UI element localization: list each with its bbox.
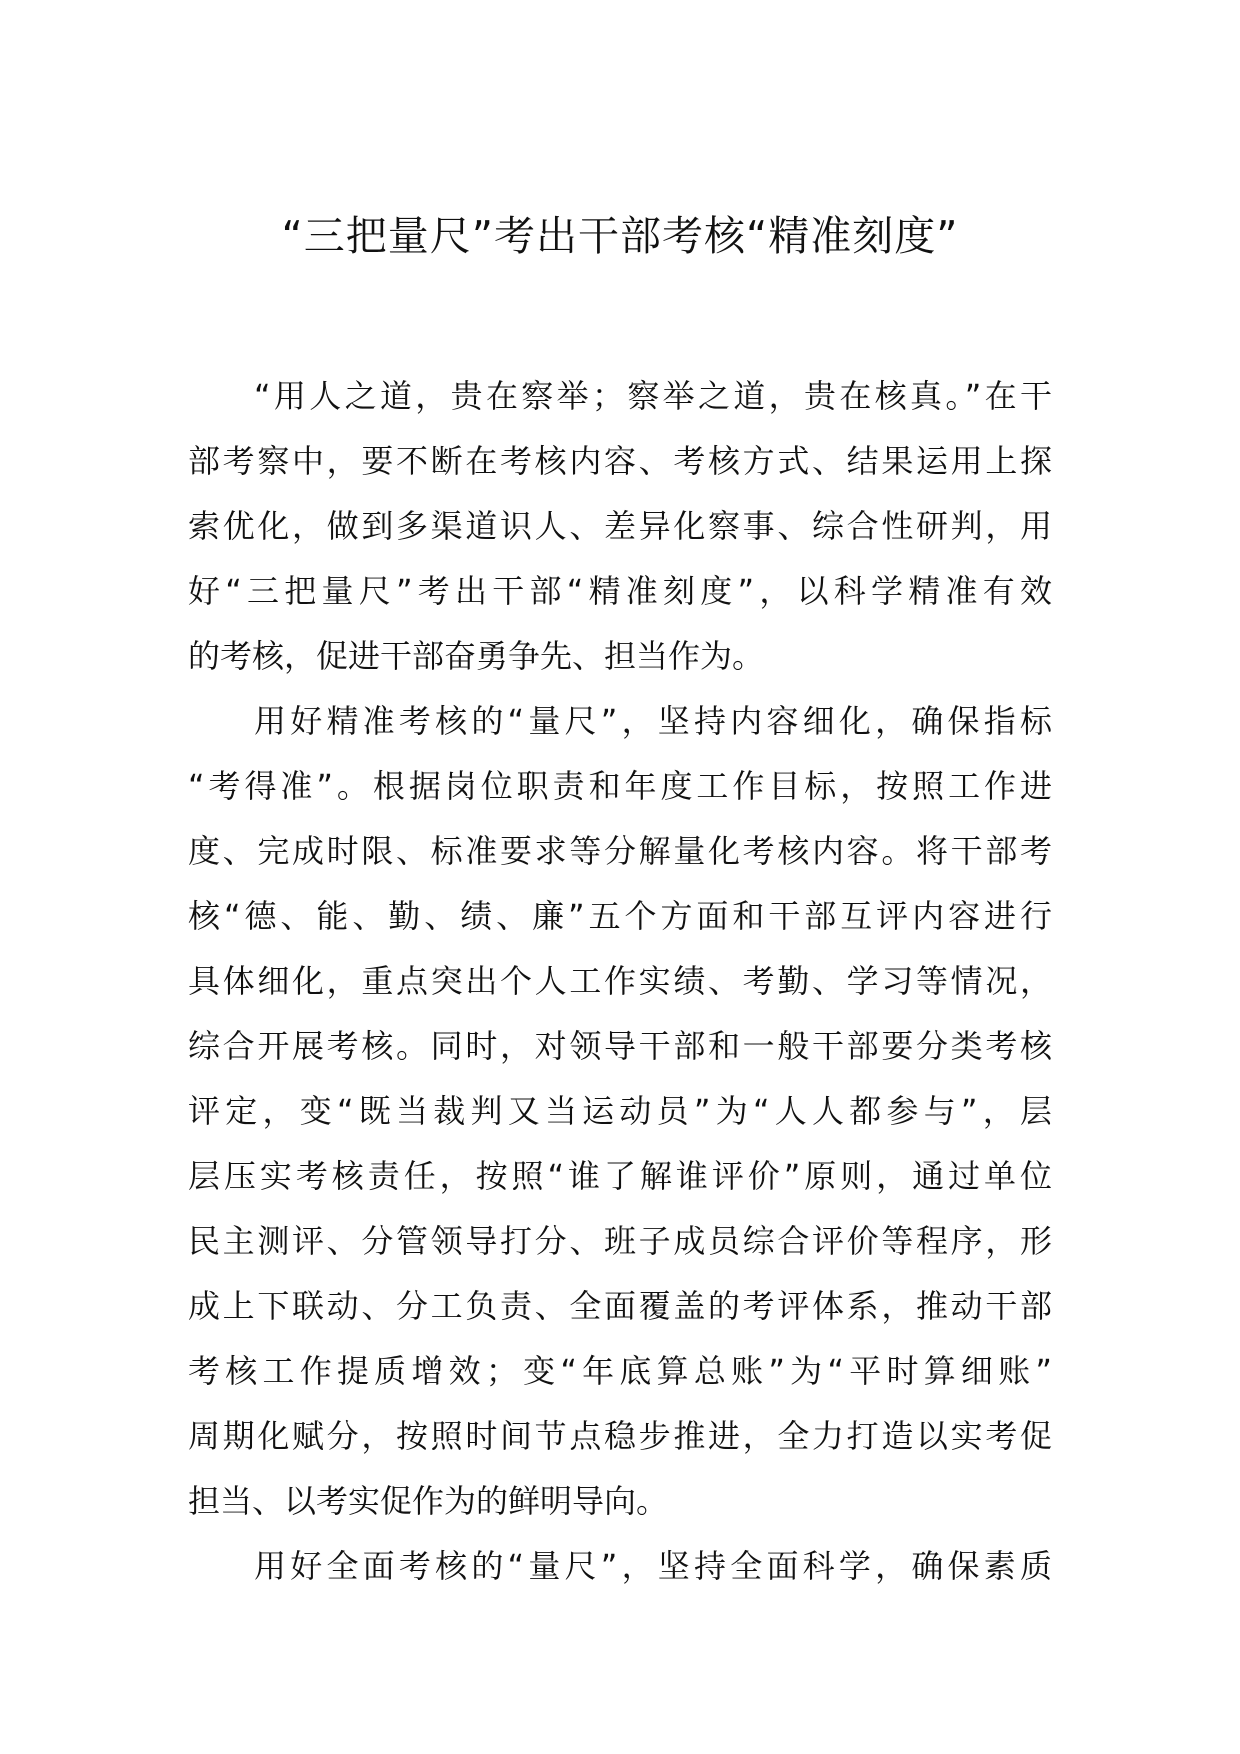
text-line: 的考核，促进干部奋勇争先、担当作为。 (188, 637, 765, 675)
paragraph-intro (188, 364, 1052, 689)
text-line: 考核工作提质增效；变“年底算总账”为“平时算细账” (188, 1352, 1052, 1390)
text-line: “考得准”。根据岗位职责和年度工作目标，按照工作进 (188, 767, 1052, 805)
text-line: 周期化赋分，按照时间节点稳步推进，全力打造以实考促 (188, 1417, 1052, 1455)
text-line: 部考察中，要不断在考核内容、考核方式、结果运用上探 (188, 442, 1052, 480)
text-line: 具体细化，重点突出个人工作实绩、考勤、学习等情况， (188, 962, 1052, 1000)
text-line: 用好精准考核的“量尺”，坚持内容细化，确保指标 (254, 702, 1052, 740)
text-line: 层压实考核责任，按照“谁了解谁评价”原则，通过单位 (188, 1157, 1052, 1195)
text-line: “用人之道，贵在察举；察举之道，贵在核真。”在干 (254, 377, 1052, 415)
text-line: 用好全面考核的“量尺”，坚持全面科学，确保素质 (254, 1547, 1052, 1585)
text-line: 综合开展考核。同时，对领导干部和一般干部要分类考核 (188, 1027, 1052, 1065)
text-line: 评定，变“既当裁判又当运动员”为“人人都参与”，层 (188, 1092, 1052, 1130)
text-line: 民主测评、分管领导打分、班子成员综合评价等程序，形 (188, 1222, 1052, 1260)
text-line: 索优化，做到多渠道识人、差异化察事、综合性研判，用 (188, 507, 1052, 545)
text-line: 担当、以考实促作为的鲜明导向。 (188, 1482, 669, 1520)
text-line: 核“德、能、勤、绩、廉”五个方面和干部互评内容进行 (188, 897, 1052, 935)
paragraph-comprehensive-assessment (188, 1534, 1052, 1599)
text-line: 成上下联动、分工负责、全面覆盖的考评体系，推动干部 (188, 1287, 1052, 1325)
document-title: “三把量尺”考出干部考核“精准刻度” (281, 212, 959, 260)
document-body (188, 364, 1052, 1599)
paragraph-precise-assessment (188, 689, 1052, 1534)
text-line: 好“三把量尺”考出干部“精准刻度”，以科学精准有效 (188, 572, 1052, 610)
text-line: 度、完成时限、标准要求等分解量化考核内容。将干部考 (188, 832, 1052, 870)
